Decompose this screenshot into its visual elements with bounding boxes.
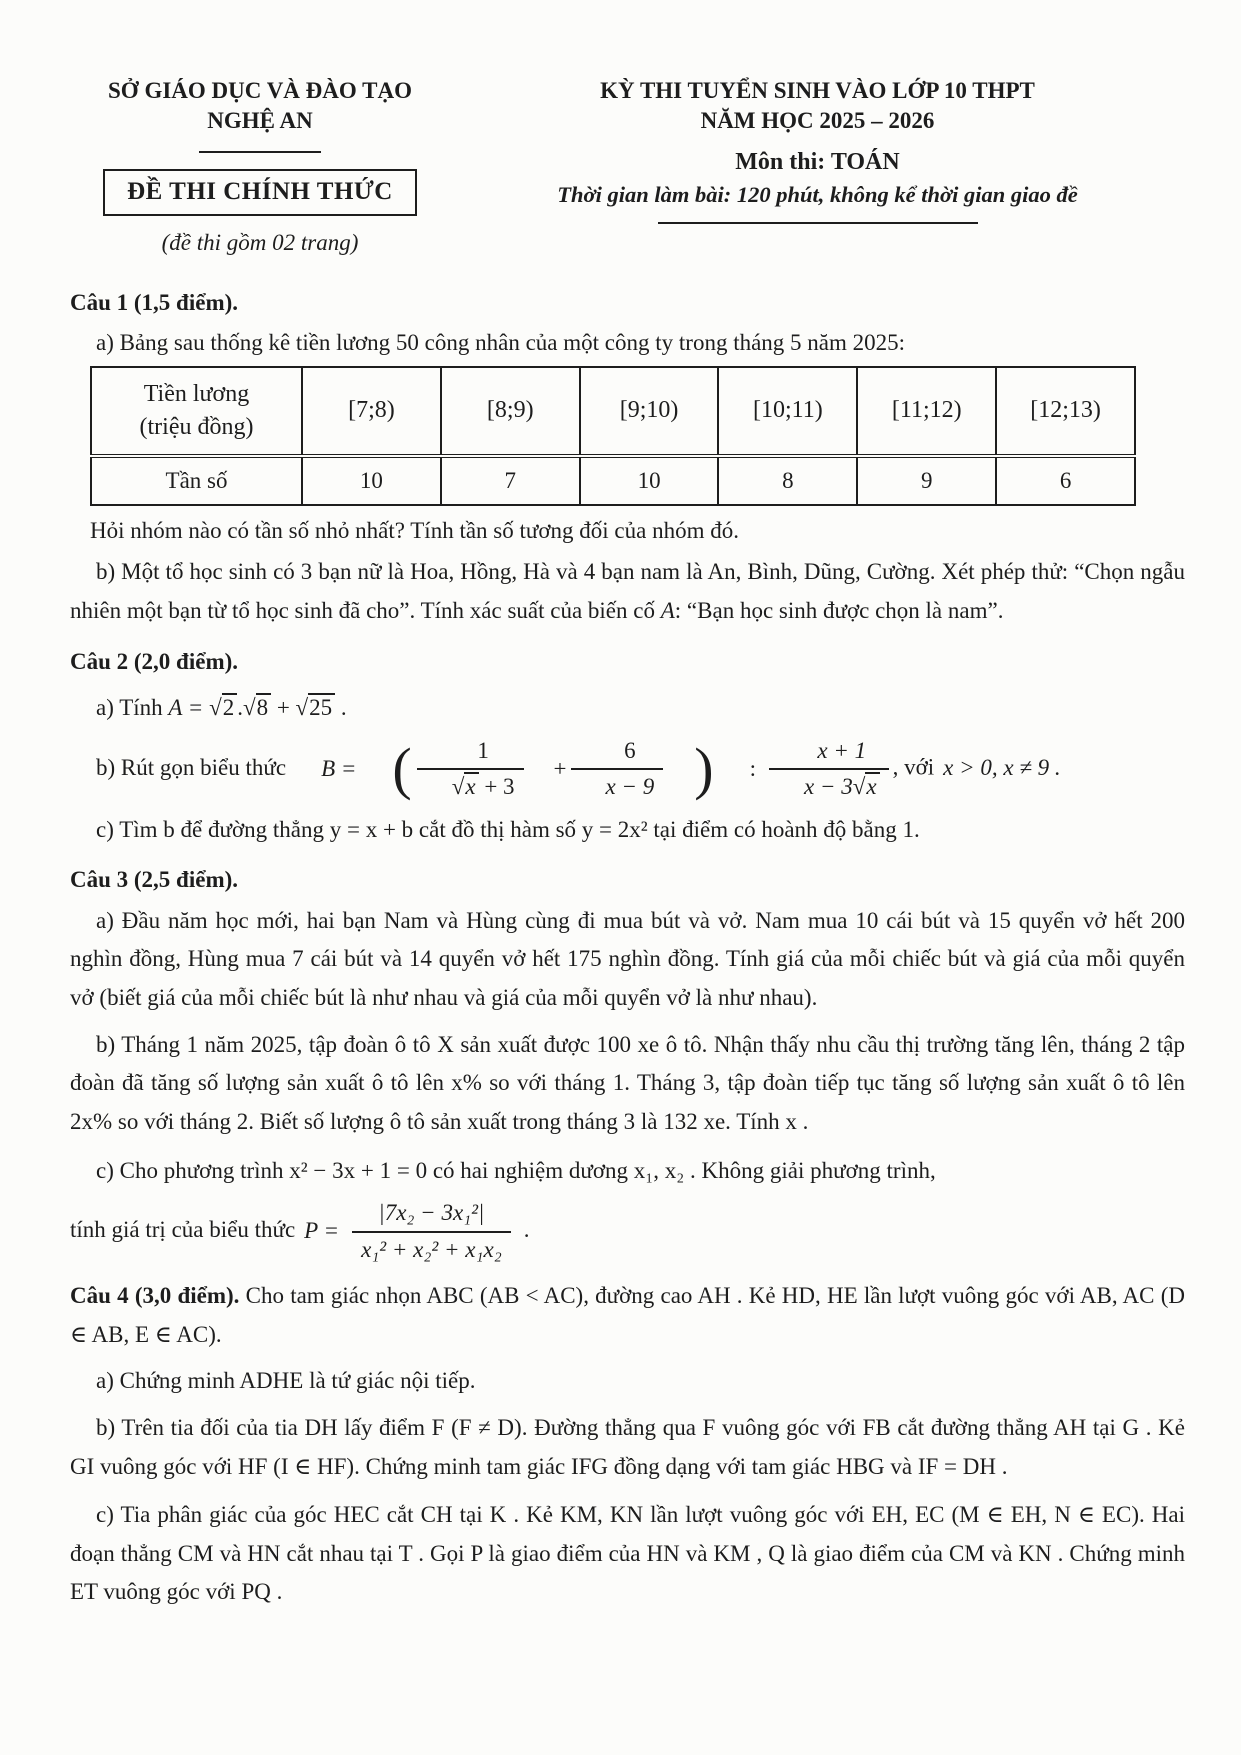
frequency-cell: 9 [857, 456, 996, 505]
fraction-numerator: |7x₂ − 3x₁²| [378, 1200, 485, 1226]
salary-header-cell [91, 367, 302, 456]
fraction-numerator: x + 1 [817, 737, 867, 763]
exam-title-block [450, 76, 1185, 224]
cau4-a: a) Chứng minh ADHE là tứ giác nội tiếp. [96, 1368, 476, 1394]
cau1-a-intro: a) Bảng sau thống kê tiền lương 50 công nhân của một công ty trong tháng 5 năm 2025: [96, 330, 906, 356]
exam-title-line1: KỲ THI TUYỂN SINH VÀO LỚP 10 THPT [600, 78, 1035, 103]
frequency-cell: 8 [718, 456, 857, 505]
cau3-c-line2 [70, 1200, 1185, 1263]
denominator-pre: x − 3 [803, 774, 853, 800]
fraction-denominator: x − 9 [571, 768, 664, 800]
left-paren: ( [392, 736, 412, 802]
cau1-a-question: Hỏi nhóm nào có tần số nhỏ nhất? Tính tần số tương đối của nhóm đó. [90, 517, 739, 543]
fraction [352, 1200, 511, 1263]
denominator-rest: + 3 [478, 774, 515, 800]
official-exam-box: ĐỀ THI CHÍNH THỨC [103, 169, 417, 216]
sqrt-term [243, 693, 271, 720]
radical-icon: √ [209, 695, 222, 721]
cau2-a-dot: . [237, 695, 243, 721]
salary-header-line2: (triệu đồng) [139, 413, 254, 440]
radical-icon: √ [451, 774, 465, 800]
cau2-a-plus: + [271, 695, 296, 721]
salary-header-line1: Tiền lương [143, 381, 250, 408]
division-colon: : [749, 756, 756, 782]
radicand: x [865, 772, 879, 799]
frequency-cell: 10 [580, 456, 719, 505]
cau4-c: c) Tia phân giác của góc HEC cắt CH tại K . Kẻ KM, KN lần lượt vuông góc với EH, EC (M ∈ EH, N ∈ EC). Hai đoạn thẳng CM và HN cắt nhau tại T . Gọi P là giao điểm của HN và KM , Q là giao điểm của CM và KN . Chứng minh ET vuông góc với PQ . [70, 1502, 1185, 1605]
pages-note: (đề thi gồm 02 trang) [161, 229, 359, 255]
fraction [769, 738, 889, 801]
cau3-c-end: . [523, 1216, 530, 1242]
cau1-b-text: b) Một tổ học sinh có 3 bạn nữ là Hoa, Hồng, Hà và 4 bạn nam là An, Bình, Dũng, Cường. Xét phép thử: “Chọn ngẫu nhiên một bạn từ tổ học sinh đã cho”. Tính xác suất của biến cố [70, 559, 1185, 624]
cau2-b [70, 738, 1185, 801]
exam-header [70, 76, 1185, 256]
duration-line: Thời gian làm bài: 120 phút, không kể thời gian giao đề [557, 181, 1078, 207]
interval-cell: [9;10) [580, 367, 719, 456]
issuer-block [70, 76, 450, 256]
fraction [417, 738, 524, 801]
cau1-b-event-var: A [660, 598, 675, 624]
cau1-title: Câu 1 (1,5 điểm). [70, 289, 239, 315]
cau3-c-label: tính giá trị của biểu thức [70, 1216, 296, 1242]
issuer-divider [199, 151, 321, 153]
exam-body [70, 286, 1185, 1612]
frequency-cell: 6 [996, 456, 1135, 505]
cau3-title: Câu 3 (2,5 điểm). [70, 867, 239, 893]
header-divider [658, 222, 978, 224]
cau2-b-formula [295, 738, 893, 801]
cau1-b-event-text: : “Bạn học sinh được chọn là nam”. [674, 598, 1004, 624]
cau2-b-plus: + [553, 756, 567, 782]
radicand: 8 [256, 693, 272, 720]
sqrt-term [296, 693, 336, 720]
cau4-intro [70, 1277, 1185, 1354]
cau4-title: Câu 4 (3,0 điểm). [70, 1283, 240, 1309]
cau2-b-lhs: B = [321, 756, 357, 782]
radical-icon: √ [852, 774, 866, 800]
radical-icon: √ [295, 695, 309, 721]
interval-cell: [10;11) [718, 367, 857, 456]
frequency-cell: 10 [302, 456, 441, 505]
salary-frequency-table [90, 366, 1136, 506]
issuer-line1: SỞ GIÁO DỤC VÀ ĐÀO TẠO [108, 78, 412, 103]
cau2-a-label: a) Tính [96, 695, 169, 721]
cau4-b: b) Trên tia đối của tia DH lấy điểm F (F ≠ D). Đường thẳng qua F vuông góc với FB cắt đường thẳng AH tại G . Kẻ GI vuông góc với HF (I ∈ HF). Chứng minh tam giác IFG đồng dạng với tam giác HBG và IF = DH . [70, 1414, 1185, 1479]
radicand: 25 [308, 693, 335, 720]
frequency-cell: 7 [441, 456, 580, 505]
cau3-b: b) Tháng 1 năm 2025, tập đoàn ô tô X sản xuất được 100 xe ô tô. Nhận thấy nhu cầu thị trường tăng lên, tháng 2 tập đoàn đã tăng số lượng sản xuất ô tô lên x% so với tháng 1. Tháng 3, tập đoàn tiếp tục tăng số lượng sản xuất ô tô lên 2x% so với tháng 2. Biết số lượng ô tô sản xuất trong tháng 3 là 132 xe. Tính x . [70, 1031, 1185, 1134]
cau3-a: a) Đầu năm học mới, hai bạn Nam và Hùng cùng đi mua bút và vở. Nam mua 10 cái bút và 15 quyển vở hết 200 nghìn đồng, Hùng mua 7 cái bút và 14 quyển vở hết 175 nghìn đồng. Tính giá của mỗi chiếc bút và giá của mỗi quyển vở (biết giá của mỗi chiếc bút là như nhau và giá của mỗi quyển vở là như nhau). [70, 907, 1185, 1011]
radicand: x [464, 772, 478, 799]
interval-cell: [8;9) [441, 367, 580, 456]
interval-cell: [7;8) [302, 367, 441, 456]
fraction-denominator: x₁² + x₂² + x₁x₂ [352, 1231, 511, 1263]
exam-title-line2: NĂM HỌC 2025 – 2026 [700, 108, 935, 134]
cau2-a-lhs: A = [168, 695, 210, 721]
frequency-label-cell: Tần số [91, 456, 302, 505]
cau2-title: Câu 2 (2,0 điểm). [70, 648, 239, 674]
fraction-numerator: 1 [477, 737, 489, 763]
cau2-b-label: b) Rút gọn biểu thức [96, 754, 287, 780]
fraction-numerator: 6 [624, 737, 636, 763]
issuer-line2: NGHỆ AN [207, 108, 313, 134]
interval-cell: [12;13) [996, 367, 1135, 456]
cau1-b [70, 553, 1185, 630]
fraction-denominator [417, 768, 524, 800]
cau3-c-lhs: P = [304, 1218, 340, 1244]
sqrt-term [209, 693, 237, 720]
fraction-denominator [769, 768, 889, 800]
right-paren: ) [694, 736, 714, 802]
cau2-b-cond-label: , với [892, 754, 935, 780]
table-row [91, 456, 1135, 505]
subject-line: Môn thi: TOÁN [735, 148, 900, 175]
table-row [91, 367, 1135, 456]
radicand: 2 [222, 693, 238, 720]
cau2-b-cond: x > 0, x ≠ 9 . [943, 754, 1061, 780]
cau2-a-end: . [335, 695, 347, 721]
cau2-c: c) Tìm b để đường thẳng y = x + b cắt đồ thị hàm số y = 2x² tại điểm có hoành độ bằng 1. [96, 816, 920, 842]
cau4-intro-text: Cho tam giác nhọn ABC (AB < AC), đường cao AH . Kẻ HD, HE lần lượt vuông góc với AB, AC (D ∈ AB, E ∈ AC). [70, 1283, 1185, 1347]
cau3-c-formula [304, 1200, 515, 1263]
sqrt-term [452, 772, 479, 799]
fraction [571, 738, 664, 801]
sqrt-term [853, 772, 880, 799]
interval-cell: [11;12) [857, 367, 996, 456]
cau3-c-line1: c) Cho phương trình x² − 3x + 1 = 0 có hai nghiệm dương x₁, x₂ . Không giải phương trình, [96, 1157, 936, 1183]
radical-icon: √ [242, 695, 256, 721]
cau2-a [70, 689, 1185, 728]
